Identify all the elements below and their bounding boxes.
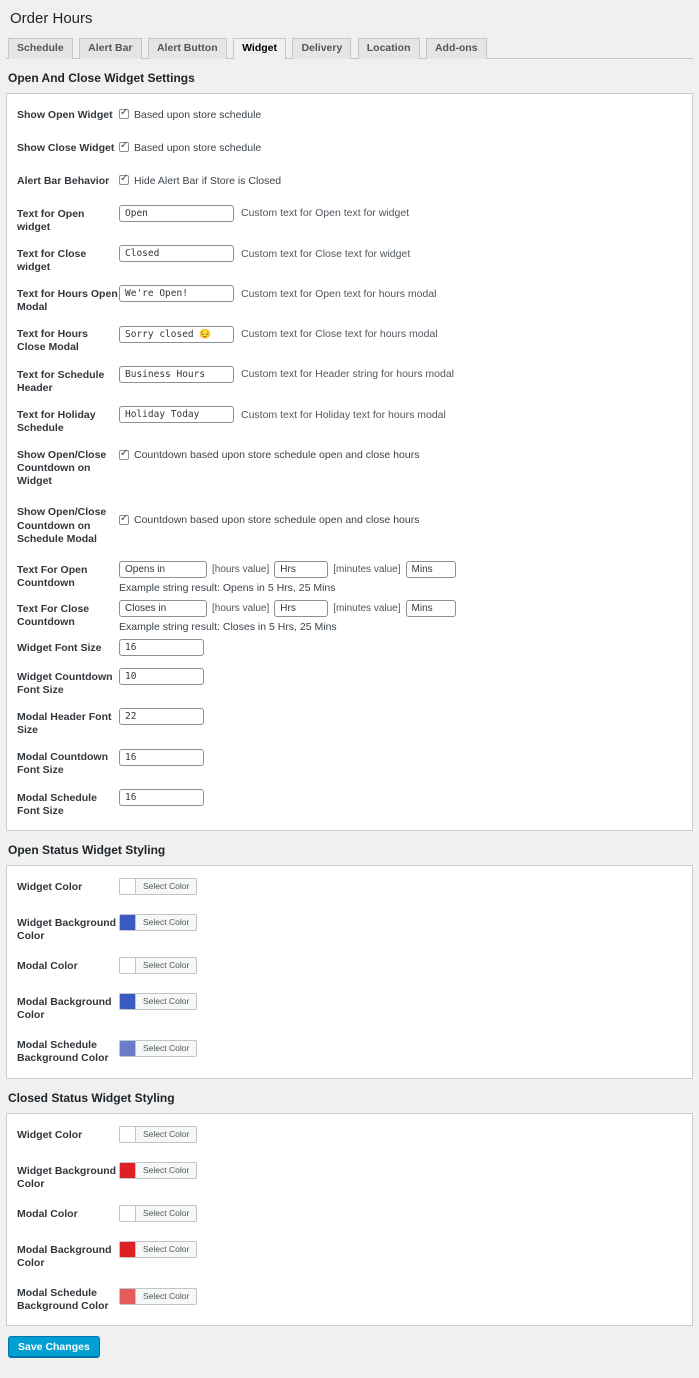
form-row-modal-countdown-font-size <box>17 748 682 777</box>
form-row-show-open-widget <box>17 106 682 124</box>
form-row-modal-header-font-size <box>17 708 682 737</box>
tab-bar <box>6 37 693 59</box>
open-widget-color-picker[interactable] <box>119 878 197 895</box>
save-changes-button[interactable]: Save Changes <box>8 1336 100 1358</box>
hours-open-modal-text-input[interactable] <box>119 285 234 302</box>
row-label: Modal Color <box>17 1207 78 1220</box>
hours-value-placeholder-text: [hours value] <box>212 603 270 615</box>
form-row-hours-close-modal <box>17 325 682 354</box>
form-row-closed-widget-bg-color <box>17 1162 682 1191</box>
holiday-schedule-text-input[interactable] <box>119 406 234 423</box>
row-label: Modal Background Color <box>17 996 112 1022</box>
section-heading-closed-styling: Closed Status Widget Styling <box>8 1090 175 1105</box>
row-label: Modal Schedule Background Color <box>17 1287 109 1313</box>
form-row-countdown-schedule-modal <box>17 503 682 545</box>
form-row-alert-bar-behavior <box>17 172 682 190</box>
field-description: Custom text for Close text for widget <box>241 247 411 260</box>
closed-modal-schedule-bg-color-picker[interactable] <box>119 1288 197 1305</box>
form-row-text-close-widget <box>17 245 682 274</box>
close-countdown-prefix-input[interactable] <box>119 600 207 617</box>
color-swatch <box>119 914 135 931</box>
example-string: Example string result: Opens in 5 Hrs, 25 Mins <box>119 581 336 594</box>
modal-countdown-font-size-input[interactable] <box>119 749 204 766</box>
row-label: Modal Schedule Background Color <box>17 1039 109 1065</box>
open-countdown-hours-input[interactable] <box>274 561 328 578</box>
form-row-open-widget-color <box>17 878 682 900</box>
field-description: Custom text for Holiday text for hours modal <box>241 408 446 421</box>
form-row-closed-widget-color <box>17 1126 682 1148</box>
form-row-open-modal-color <box>17 957 682 979</box>
row-label: Widget Background Color <box>17 916 117 942</box>
row-label: Text for Hours Open Modal <box>17 288 118 314</box>
row-label: Widget Font Size <box>17 641 102 654</box>
show-close-widget-checkbox[interactable] <box>119 142 129 152</box>
color-swatch <box>119 1288 135 1305</box>
form-row-show-close-widget <box>17 139 682 157</box>
form-row-closed-modal-schedule-bg-color <box>17 1284 682 1313</box>
example-string: Example string result: Closes in 5 Hrs, 25 Mins <box>119 620 337 633</box>
row-label: Text for Holiday Schedule <box>17 408 96 434</box>
form-row-close-countdown <box>17 600 682 633</box>
minutes-value-placeholder-text: [minutes value] <box>333 603 401 615</box>
row-label: Show Open Widget <box>17 108 113 121</box>
select-color-button[interactable]: Select Color <box>135 957 197 974</box>
widget-countdown-font-size-input[interactable] <box>119 668 204 685</box>
row-label: Widget Color <box>17 1128 83 1141</box>
field-description: Custom text for Open text for hours modal <box>241 287 437 300</box>
open-widget-bg-color-picker[interactable] <box>119 914 197 931</box>
schedule-header-text-input[interactable] <box>119 366 234 383</box>
close-countdown-hours-input[interactable] <box>274 600 328 617</box>
select-color-button[interactable]: Select Color <box>135 1288 197 1305</box>
settings-card-widget <box>6 93 693 831</box>
color-swatch <box>119 1241 135 1258</box>
tab-delivery[interactable]: Delivery <box>292 38 351 59</box>
color-swatch <box>119 1162 135 1179</box>
close-countdown-minutes-input[interactable] <box>406 600 456 617</box>
color-swatch <box>119 1205 135 1222</box>
row-label: Alert Bar Behavior <box>17 174 110 187</box>
field-description: Custom text for Header string for hours modal <box>241 368 455 381</box>
checkbox-label: Hide Alert Bar if Store is Closed <box>134 174 282 187</box>
select-color-button[interactable]: Select Color <box>135 914 197 931</box>
form-row-open-widget-bg-color <box>17 914 682 943</box>
form-row-open-countdown <box>17 561 682 594</box>
tab-location[interactable]: Location <box>358 38 420 59</box>
open-countdown-prefix-input[interactable] <box>119 561 207 578</box>
open-modal-color-picker[interactable] <box>119 957 197 974</box>
row-label: Widget Color <box>17 880 83 893</box>
tab-add-ons[interactable]: Add-ons <box>426 38 487 59</box>
open-widget-text-input[interactable] <box>119 205 234 222</box>
form-row-widget-font-size <box>17 639 682 657</box>
alert-bar-behavior-checkbox[interactable] <box>119 175 129 185</box>
color-swatch <box>119 878 135 895</box>
page-title: Order Hours <box>10 10 93 27</box>
select-color-button[interactable]: Select Color <box>135 993 197 1010</box>
closed-modal-bg-color-picker[interactable] <box>119 1241 197 1258</box>
row-label: Widget Countdown Font Size <box>17 670 113 696</box>
select-color-button[interactable]: Select Color <box>135 878 197 895</box>
modal-header-font-size-input[interactable] <box>119 708 204 725</box>
tab-schedule[interactable]: Schedule <box>8 38 73 59</box>
color-swatch <box>119 993 135 1010</box>
form-row-modal-schedule-font-size <box>17 789 682 818</box>
hours-close-modal-text-input[interactable] <box>119 326 234 343</box>
tab-alert-button[interactable]: Alert Button <box>148 38 227 59</box>
row-label: Modal Schedule Font Size <box>17 791 97 817</box>
modal-schedule-font-size-input[interactable] <box>119 789 204 806</box>
form-row-closed-modal-bg-color <box>17 1241 682 1270</box>
row-label: Text for Close widget <box>17 247 87 273</box>
form-row-countdown-widget <box>17 446 682 488</box>
row-label: Show Open/Close Countdown on Widget <box>17 449 107 488</box>
form-row-holiday-schedule <box>17 406 682 435</box>
section-heading-open-styling: Open Status Widget Styling <box>8 842 166 857</box>
form-row-schedule-header <box>17 366 682 395</box>
select-color-button[interactable]: Select Color <box>135 1241 197 1258</box>
row-label: Show Open/Close Countdown on Schedule Modal <box>17 506 107 545</box>
row-label: Modal Header Font Size <box>17 711 112 737</box>
color-swatch <box>119 957 135 974</box>
closed-widget-bg-color-picker[interactable] <box>119 1162 197 1179</box>
checkbox-label: Based upon store schedule <box>134 108 262 121</box>
closed-modal-color-picker[interactable] <box>119 1205 197 1222</box>
close-widget-text-input[interactable] <box>119 245 234 262</box>
form-row-hours-open-modal <box>17 285 682 314</box>
select-color-button[interactable]: Select Color <box>135 1126 197 1143</box>
color-swatch <box>119 1040 135 1057</box>
row-label: Text for Hours Close Modal <box>17 328 88 354</box>
tab-widget[interactable]: Widget <box>233 38 286 60</box>
settings-card-open-styling <box>6 865 693 1079</box>
tab-alert-bar[interactable]: Alert Bar <box>79 38 141 59</box>
row-label: Text For Open Countdown <box>17 563 88 589</box>
row-label: Text for Open widget <box>17 207 85 233</box>
form-row-text-open-widget <box>17 205 682 234</box>
countdown-schedule-modal-checkbox[interactable] <box>119 515 129 525</box>
checkbox-label: Countdown based upon store schedule open and close hours <box>134 514 420 527</box>
closed-widget-color-picker[interactable] <box>119 1126 197 1143</box>
section-heading-open-and-close: Open And Close Widget Settings <box>8 70 195 85</box>
form-row-open-modal-schedule-bg-color <box>17 1036 682 1065</box>
open-countdown-minutes-input[interactable] <box>406 561 456 578</box>
row-label: Text for Schedule Header <box>17 368 105 394</box>
form-row-open-modal-bg-color <box>17 993 682 1022</box>
checkbox-label: Based upon store schedule <box>134 141 262 154</box>
field-description: Custom text for Close text for hours modal <box>241 328 438 341</box>
form-row-widget-countdown-font-size <box>17 668 682 697</box>
show-open-widget-checkbox[interactable] <box>119 109 129 119</box>
select-color-button[interactable]: Select Color <box>135 1205 197 1222</box>
form-row-closed-modal-color <box>17 1205 682 1227</box>
row-label: Modal Countdown Font Size <box>17 751 108 777</box>
open-modal-bg-color-picker[interactable] <box>119 993 197 1010</box>
open-modal-schedule-bg-color-picker[interactable] <box>119 1040 197 1057</box>
color-swatch <box>119 1126 135 1143</box>
minutes-value-placeholder-text: [minutes value] <box>333 564 401 576</box>
checkbox-label: Countdown based upon store schedule open and close hours <box>134 448 420 461</box>
select-color-button[interactable]: Select Color <box>135 1162 197 1179</box>
select-color-button[interactable]: Select Color <box>135 1040 197 1057</box>
hours-value-placeholder-text: [hours value] <box>212 564 270 576</box>
widget-font-size-input[interactable] <box>119 639 204 656</box>
countdown-widget-checkbox[interactable] <box>119 450 129 460</box>
field-description: Custom text for Open text for widget <box>241 207 410 220</box>
settings-card-closed-styling <box>6 1113 693 1327</box>
row-label: Widget Background Color <box>17 1164 117 1190</box>
row-label: Modal Background Color <box>17 1243 112 1269</box>
row-label: Text For Close Countdown <box>17 602 90 628</box>
row-label: Show Close Widget <box>17 141 115 154</box>
row-label: Modal Color <box>17 960 78 973</box>
